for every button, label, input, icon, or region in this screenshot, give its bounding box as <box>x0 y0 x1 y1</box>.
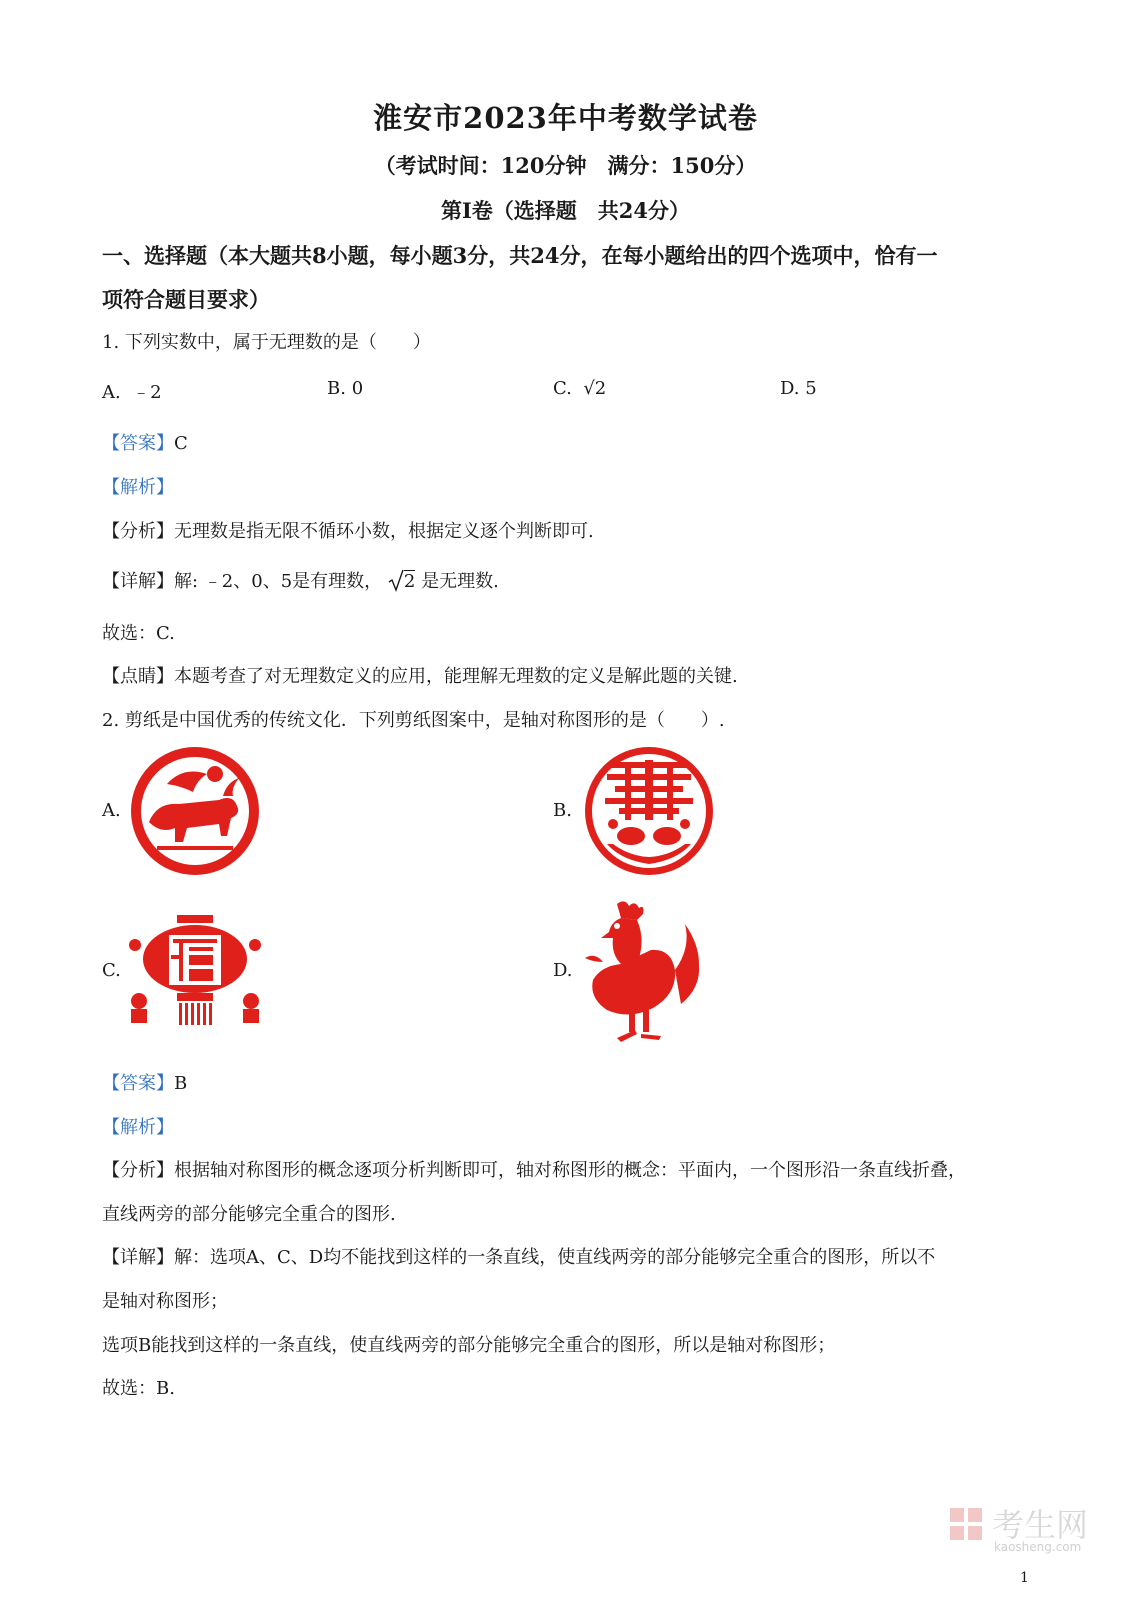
kaosheng-logo-text: 考生网 <box>992 1506 1089 1544</box>
q1-option-d-label: D. <box>780 378 800 399</box>
q2-stem: 2. 剪纸是中国优秀的传统文化．下列剪纸图案中，是轴对称图形的是（ ）. <box>102 710 725 731</box>
q2-option-b-label: B. <box>553 800 572 821</box>
q2-xiangjie-line2: 是轴对称图形； <box>102 1291 228 1312</box>
paper-cut-ox-icon <box>127 744 263 878</box>
q2-guxuan: 故选：B. <box>102 1378 175 1399</box>
q1-option-a <box>102 378 162 404</box>
q1-xiangjie-radicand: 2 <box>403 571 416 592</box>
paper-cut-double-happiness-icon <box>581 744 717 878</box>
sqrt-icon <box>388 568 404 597</box>
q2-fenxi-line2: 直线两旁的部分能够完全重合的图形. <box>102 1204 396 1225</box>
q2-option-c-label: C. <box>102 960 121 981</box>
paper-cut-rooster-icon <box>581 898 705 1044</box>
kaosheng-logo <box>948 1500 1108 1560</box>
q1-analysis-tag: 【解析】 <box>102 477 174 498</box>
q2-analysis-tag: 【解析】 <box>102 1117 174 1138</box>
q2-xiangjie-line3: 选项B能找到这样的一条直线，使直线两旁的部分能够完全重合的图形，所以是轴对称图形； <box>102 1335 836 1356</box>
q1-option-d <box>780 378 817 399</box>
kaosheng-logo-icon <box>948 1504 988 1548</box>
q2-fenxi-line1: 【分析】根据轴对称图形的概念逐项分析判断即可，轴对称图形的概念：平面内，一个图形沿一条直线折叠， <box>102 1160 966 1181</box>
q2-option-a-label: A. <box>102 800 121 821</box>
paper-cut-lantern-fu-icon <box>127 915 263 1029</box>
section-heading-line1: 一、选择题（本大题共8小题，每小题3分，共24分，在每小题给出的四个选项中，恰有一 <box>102 243 938 268</box>
q1-option-b-label: B. <box>327 378 346 399</box>
q2-xiangjie-line1: 【详解】解：选项A、C、D均不能找到这样的一条直线，使直线两旁的部分能够完全重合的图形，所以不 <box>102 1247 936 1268</box>
q1-option-a-text: ﹣2 <box>132 382 162 403</box>
q1-option-b <box>327 378 363 399</box>
q1-answer-value: C <box>174 433 188 454</box>
q1-stem: 1. 下列实数中，属于无理数的是（ ） <box>102 332 431 353</box>
q1-guxuan: 故选：C. <box>102 623 175 644</box>
q1-option-c-text: √2 <box>583 378 607 399</box>
q2-answer-value: B <box>174 1073 188 1094</box>
q1-answer-tag: 【答案】 <box>102 433 174 454</box>
q2-answer-tag: 【答案】 <box>102 1073 174 1094</box>
q1-answer <box>102 429 188 455</box>
part-heading: 第Ⅰ卷（选择题 共24分） <box>440 198 691 223</box>
q1-option-b-text: 0 <box>351 378 364 399</box>
q1-option-d-text: 5 <box>805 378 817 399</box>
exam-info: （考试时间：120分钟 满分：150分） <box>374 153 757 178</box>
q2-option-d-label: D. <box>553 960 573 981</box>
kaosheng-logo-url: kaosheng.com <box>994 1540 1082 1554</box>
document-title: 淮安市2023年中考数学试卷 <box>373 101 758 135</box>
q1-option-a-label: A. <box>102 382 121 403</box>
q1-dianjing: 【点睛】本题考查了对无理数定义的应用，能理解无理数的定义是解此题的关键. <box>102 666 738 687</box>
q1-option-c <box>553 378 606 399</box>
q1-fenxi: 【分析】无理数是指无限不循环小数，根据定义逐个判断即可. <box>102 521 594 542</box>
q2-answer <box>102 1069 187 1095</box>
q1-xiangjie <box>102 567 499 597</box>
q1-xiangjie-suffix: 是无理数. <box>421 571 499 592</box>
q1-option-c-label: C. <box>553 378 572 399</box>
q1-xiangjie-prefix: 【详解】解: ﹣2、0、5是有理数， <box>102 571 383 592</box>
section-heading-line2: 项符合题目要求） <box>102 287 270 312</box>
page-number: 1 <box>1020 1570 1029 1586</box>
